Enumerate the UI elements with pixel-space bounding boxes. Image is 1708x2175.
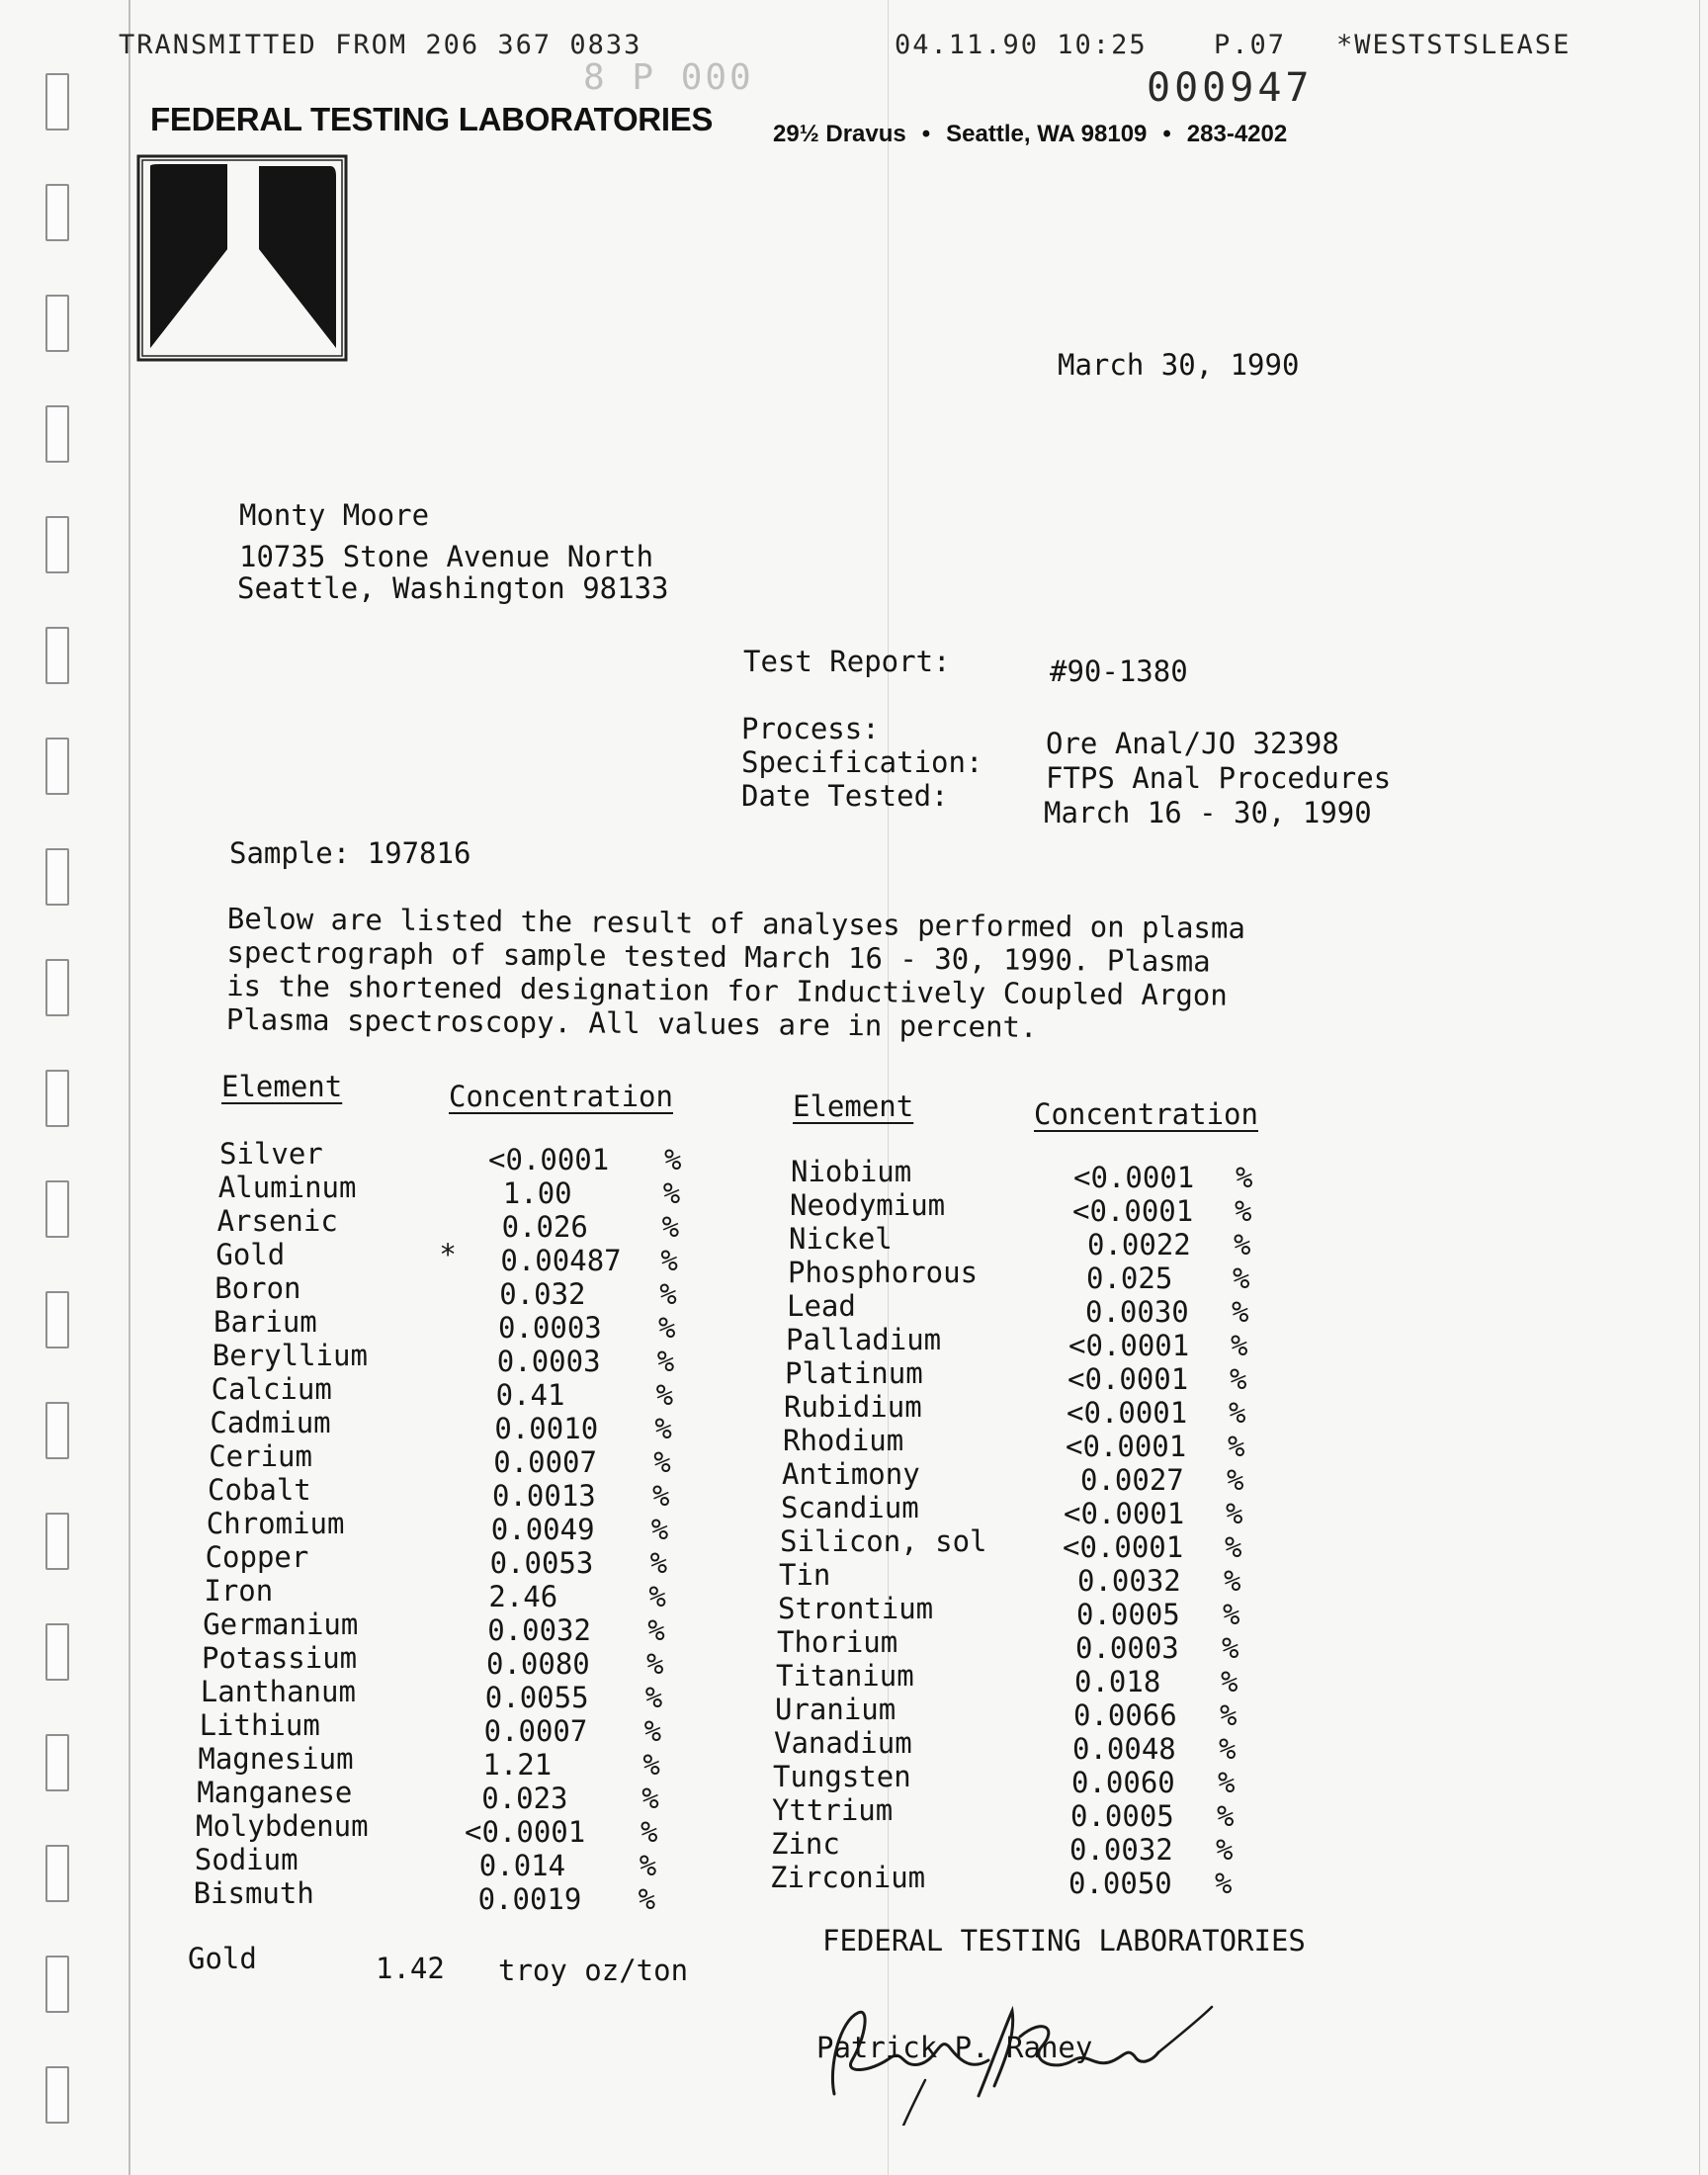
- concentration-value: 0.025: [1086, 1262, 1173, 1295]
- element-name: Zinc: [771, 1827, 840, 1861]
- concentration-value: 0.032: [499, 1277, 586, 1311]
- date-tested-label: Date Tested:: [741, 779, 949, 813]
- tractor-hole: [45, 184, 69, 241]
- percent-unit: %: [1226, 1497, 1243, 1530]
- concentration-value: 0.023: [481, 1782, 568, 1815]
- concentration-value: 0.0032: [487, 1613, 591, 1647]
- concentration-value: 0.0010: [494, 1412, 599, 1445]
- element-name: Palladium: [786, 1323, 942, 1356]
- percent-unit: %: [661, 1210, 680, 1244]
- concentration-value: <0.0001: [1073, 1161, 1195, 1194]
- percent-unit: %: [1218, 1766, 1236, 1799]
- concentration-value: 0.0013: [492, 1479, 596, 1513]
- element-name: Barium: [214, 1305, 317, 1339]
- gold-summary-value: 1.42: [376, 1952, 445, 1985]
- tractor-hole: [45, 516, 69, 573]
- process-label: Process:: [741, 712, 880, 745]
- concentration-value: 0.026: [501, 1210, 588, 1244]
- tractor-hole: [45, 405, 69, 463]
- concentration-value: 2.46: [488, 1580, 558, 1613]
- concentration-value: 0.0032: [1069, 1833, 1173, 1867]
- tractor-hole: [45, 1180, 69, 1238]
- tractor-hole: [45, 627, 69, 684]
- percent-unit: %: [1220, 1698, 1238, 1732]
- percent-unit: %: [1233, 1262, 1250, 1295]
- concentration-value: 0.014: [478, 1849, 566, 1882]
- element-name: Vanadium: [774, 1726, 912, 1760]
- element-name: Uranium: [775, 1693, 897, 1726]
- concentration-value: 0.0030: [1085, 1295, 1189, 1329]
- fax-sender-id: *WESTSTSLEASE: [1336, 30, 1572, 60]
- percent-unit: %: [1229, 1396, 1246, 1430]
- element-name: Platinum: [785, 1356, 923, 1390]
- concentration-value: <0.0001: [1068, 1329, 1190, 1362]
- tractor-hole: [45, 1291, 69, 1348]
- percent-unit: %: [641, 1782, 659, 1815]
- percent-unit: %: [654, 1412, 672, 1445]
- element-name: Molybdenum: [196, 1809, 369, 1843]
- intro-line: Below are listed the result of analyses performed on plasma: [226, 902, 1246, 945]
- concentration-value: <0.0001: [1064, 1497, 1185, 1530]
- concentration-value: 0.0049: [490, 1513, 595, 1546]
- element-name: Gold: [215, 1238, 286, 1271]
- concentration-value: 0.41: [495, 1378, 565, 1412]
- percent-unit: %: [1224, 1564, 1241, 1598]
- element-name: Germanium: [203, 1608, 359, 1641]
- percent-unit: %: [648, 1580, 666, 1613]
- letterhead-address: [773, 121, 1287, 148]
- letterhead-city: Seattle, WA 98109: [946, 121, 1148, 147]
- percent-unit: %: [646, 1647, 664, 1681]
- recipient-street: 10735 Stone Avenue North: [239, 540, 654, 573]
- percent-unit: %: [642, 1748, 660, 1782]
- element-name: Copper: [205, 1540, 309, 1574]
- test-report-value: #90-1380: [1050, 654, 1188, 688]
- concentration-value: 1.00: [502, 1176, 572, 1210]
- flask-logo-icon: [136, 154, 350, 364]
- concentration-value: <0.0001: [465, 1815, 586, 1849]
- concentration-value: 0.0048: [1072, 1732, 1176, 1766]
- element-name: Cerium: [209, 1439, 312, 1473]
- percent-unit: %: [1222, 1631, 1239, 1665]
- concentration-value: <0.0001: [488, 1143, 610, 1176]
- element-name: Cadmium: [210, 1406, 331, 1439]
- percent-unit: %: [656, 1345, 675, 1378]
- percent-unit: %: [644, 1681, 663, 1714]
- concentration-value: 0.0019: [477, 1882, 582, 1916]
- concentration-value: 0.0055: [484, 1681, 589, 1714]
- percent-unit: %: [1219, 1732, 1237, 1766]
- specification-label: Specification:: [741, 745, 983, 779]
- concentration-value: 0.018: [1074, 1665, 1161, 1698]
- percent-unit: %: [660, 1244, 678, 1277]
- percent-unit: %: [638, 1882, 656, 1916]
- element-name: Tin: [779, 1558, 831, 1592]
- letterhead-bullet: •: [1162, 121, 1171, 147]
- ghost-stamp: 8 P 000: [583, 57, 754, 98]
- page-edge: [1699, 0, 1700, 2175]
- element-name: Silver: [219, 1137, 323, 1171]
- element-name: Lanthanum: [200, 1675, 356, 1708]
- concentration-value: 0.0060: [1071, 1766, 1175, 1799]
- element-name: Lead: [787, 1289, 856, 1323]
- element-name: Bismuth: [193, 1876, 314, 1910]
- specification-value: FTPS Anal Procedures: [1046, 761, 1392, 795]
- element-name: Yttrium: [772, 1793, 894, 1827]
- percent-unit: %: [1236, 1161, 1253, 1194]
- intro-line: Plasma spectroscopy. All values are in percent.: [225, 1001, 1038, 1044]
- percent-unit: %: [655, 1378, 674, 1412]
- tractor-hole: [45, 73, 69, 130]
- element-name: Neodymium: [790, 1188, 946, 1222]
- percent-unit: %: [662, 1176, 681, 1210]
- concentration-value: <0.0001: [1068, 1362, 1189, 1396]
- tractor-hole: [45, 1513, 69, 1570]
- percent-unit: %: [650, 1513, 669, 1546]
- intro-paragraph: [226, 902, 1245, 1046]
- element-name: Rhodium: [783, 1424, 904, 1457]
- concentration-value: 0.0053: [489, 1546, 594, 1580]
- tractor-hole: [45, 295, 69, 352]
- concentration-value: 0.0003: [496, 1345, 601, 1378]
- concentration-value: 0.00487: [500, 1244, 622, 1277]
- concentration-value: 0.0022: [1087, 1228, 1191, 1262]
- tractor-hole: [45, 1623, 69, 1681]
- tractor-hole: [45, 738, 69, 795]
- intro-line: is the shortened designation for Inductively Coupled Argon: [226, 968, 1228, 1012]
- element-name: Strontium: [778, 1592, 934, 1625]
- percent-unit: %: [1231, 1329, 1248, 1362]
- document-number: 000947: [1147, 65, 1314, 111]
- element-name: Titanium: [776, 1659, 914, 1693]
- element-name: Calcium: [211, 1372, 332, 1406]
- percent-unit: %: [1235, 1194, 1252, 1228]
- tractor-hole: [45, 1402, 69, 1459]
- percent-unit: %: [658, 1311, 676, 1345]
- element-name: Aluminum: [217, 1171, 357, 1204]
- recipient-city: Seattle, Washington 98133: [237, 571, 669, 605]
- percent-unit: %: [1217, 1799, 1235, 1833]
- letterhead-company-name: FEDERAL TESTING LABORATORIES: [150, 101, 714, 137]
- percent-unit: %: [1216, 1833, 1234, 1867]
- percent-unit: %: [664, 1143, 682, 1176]
- process-value: Ore Anal/JO 32398: [1046, 727, 1339, 760]
- element-name: Scandium: [781, 1491, 919, 1524]
- concentration-value: 0.0003: [1075, 1631, 1179, 1665]
- fax-page-number: P.07: [1214, 30, 1287, 60]
- element-name: Chromium: [206, 1507, 345, 1540]
- concentration-value: <0.0001: [1067, 1396, 1188, 1430]
- fax-datetime: 04.11.90 10:25: [895, 30, 1148, 60]
- element-name: Niobium: [791, 1155, 912, 1188]
- fax-transmitted-from: TRANSMITTED FROM 206 367 0833: [119, 30, 642, 60]
- percent-unit: %: [1228, 1430, 1245, 1463]
- tractor-margin-line: [128, 0, 130, 2175]
- percent-unit: %: [639, 1849, 657, 1882]
- percent-unit: %: [653, 1445, 671, 1479]
- element-name: Antimony: [782, 1457, 920, 1491]
- percent-unit: %: [1232, 1295, 1249, 1329]
- letter-date: March 30, 1990: [1058, 348, 1300, 382]
- element-name: Cobalt: [208, 1473, 311, 1507]
- letterhead-bullet: •: [921, 121, 931, 147]
- element-name: Tungsten: [773, 1760, 911, 1793]
- tractor-hole: [45, 959, 69, 1016]
- concentration-value: 1.21: [482, 1748, 553, 1782]
- tractor-hole: [45, 1956, 69, 2013]
- percent-unit: %: [1223, 1598, 1240, 1631]
- tractor-hole: [45, 2066, 69, 2124]
- percent-unit: %: [652, 1479, 670, 1513]
- percent-unit: %: [1234, 1228, 1251, 1262]
- left-element-header: Element: [221, 1070, 343, 1103]
- percent-unit: %: [649, 1546, 668, 1580]
- element-name: Rubidium: [784, 1390, 922, 1424]
- percent-unit: %: [1225, 1530, 1242, 1564]
- percent-unit: %: [640, 1815, 658, 1849]
- left-concentration-header: Concentration: [449, 1080, 673, 1113]
- concentration-value: <0.0001: [1063, 1530, 1184, 1564]
- concentration-value: 0.0080: [486, 1647, 590, 1681]
- concentration-value: 0.0003: [498, 1311, 602, 1345]
- right-element-header: Element: [793, 1089, 914, 1123]
- element-name: Lithium: [199, 1708, 320, 1742]
- percent-unit: %: [1230, 1362, 1247, 1396]
- tractor-hole: [45, 848, 69, 906]
- tractor-hole: [45, 1845, 69, 1902]
- right-concentration-header: Concentration: [1034, 1097, 1258, 1131]
- element-name: Iron: [204, 1574, 274, 1608]
- percent-unit: %: [647, 1613, 665, 1647]
- element-name: Manganese: [197, 1776, 353, 1809]
- element-name: Beryllium: [212, 1339, 368, 1372]
- concentration-value: 0.0005: [1076, 1598, 1180, 1631]
- element-name: Zirconium: [770, 1861, 926, 1894]
- letterhead-street: 29½ Dravus: [773, 121, 906, 147]
- tractor-hole: [45, 1070, 69, 1127]
- concentration-value: 0.0007: [493, 1445, 597, 1479]
- concentration-value: <0.0001: [1066, 1430, 1187, 1463]
- concentration-value: 0.0066: [1073, 1698, 1177, 1732]
- flag-asterisk: *: [439, 1238, 457, 1271]
- signer-name: Patrick P. Raney: [816, 2031, 1093, 2064]
- test-report-label: Test Report:: [743, 645, 951, 678]
- gold-summary-unit: troy oz/ton: [498, 1954, 689, 1987]
- percent-unit: %: [1227, 1463, 1244, 1497]
- concentration-value: <0.0001: [1072, 1194, 1194, 1228]
- concentration-value: 0.0005: [1070, 1799, 1174, 1833]
- concentration-value: 0.0032: [1077, 1564, 1181, 1598]
- element-name: Nickel: [789, 1222, 893, 1256]
- concentration-value: 0.0007: [483, 1714, 588, 1748]
- signature-company: FEDERAL TESTING LABORATORIES: [822, 1924, 1306, 1958]
- percent-unit: %: [659, 1277, 677, 1311]
- gold-summary-label: Gold: [188, 1942, 257, 1975]
- element-name: Magnesium: [198, 1742, 354, 1776]
- intro-line: spectrograph of sample tested March 16 - 30, 1990. Plasma: [226, 934, 1211, 979]
- element-name: Potassium: [202, 1641, 358, 1675]
- concentration-value: 0.0050: [1068, 1867, 1172, 1900]
- percent-unit: %: [1221, 1665, 1238, 1698]
- element-name: Boron: [214, 1271, 301, 1305]
- letterhead-phone: 283-4202: [1186, 121, 1288, 147]
- recipient-name: Monty Moore: [239, 498, 430, 532]
- tractor-hole: [45, 1734, 69, 1791]
- percent-unit: %: [1215, 1867, 1233, 1900]
- page-fold-line: [888, 0, 889, 2175]
- element-name: Phosphorous: [788, 1256, 979, 1289]
- element-name: Silicon, sol: [780, 1524, 987, 1558]
- concentration-value: 0.0027: [1080, 1463, 1184, 1497]
- element-name: Sodium: [194, 1843, 299, 1876]
- date-tested-value: March 16 - 30, 1990: [1044, 796, 1372, 829]
- element-name: Arsenic: [216, 1204, 338, 1238]
- sample-id: Sample: 197816: [229, 836, 471, 870]
- element-name: Thorium: [777, 1625, 898, 1659]
- percent-unit: %: [643, 1714, 662, 1748]
